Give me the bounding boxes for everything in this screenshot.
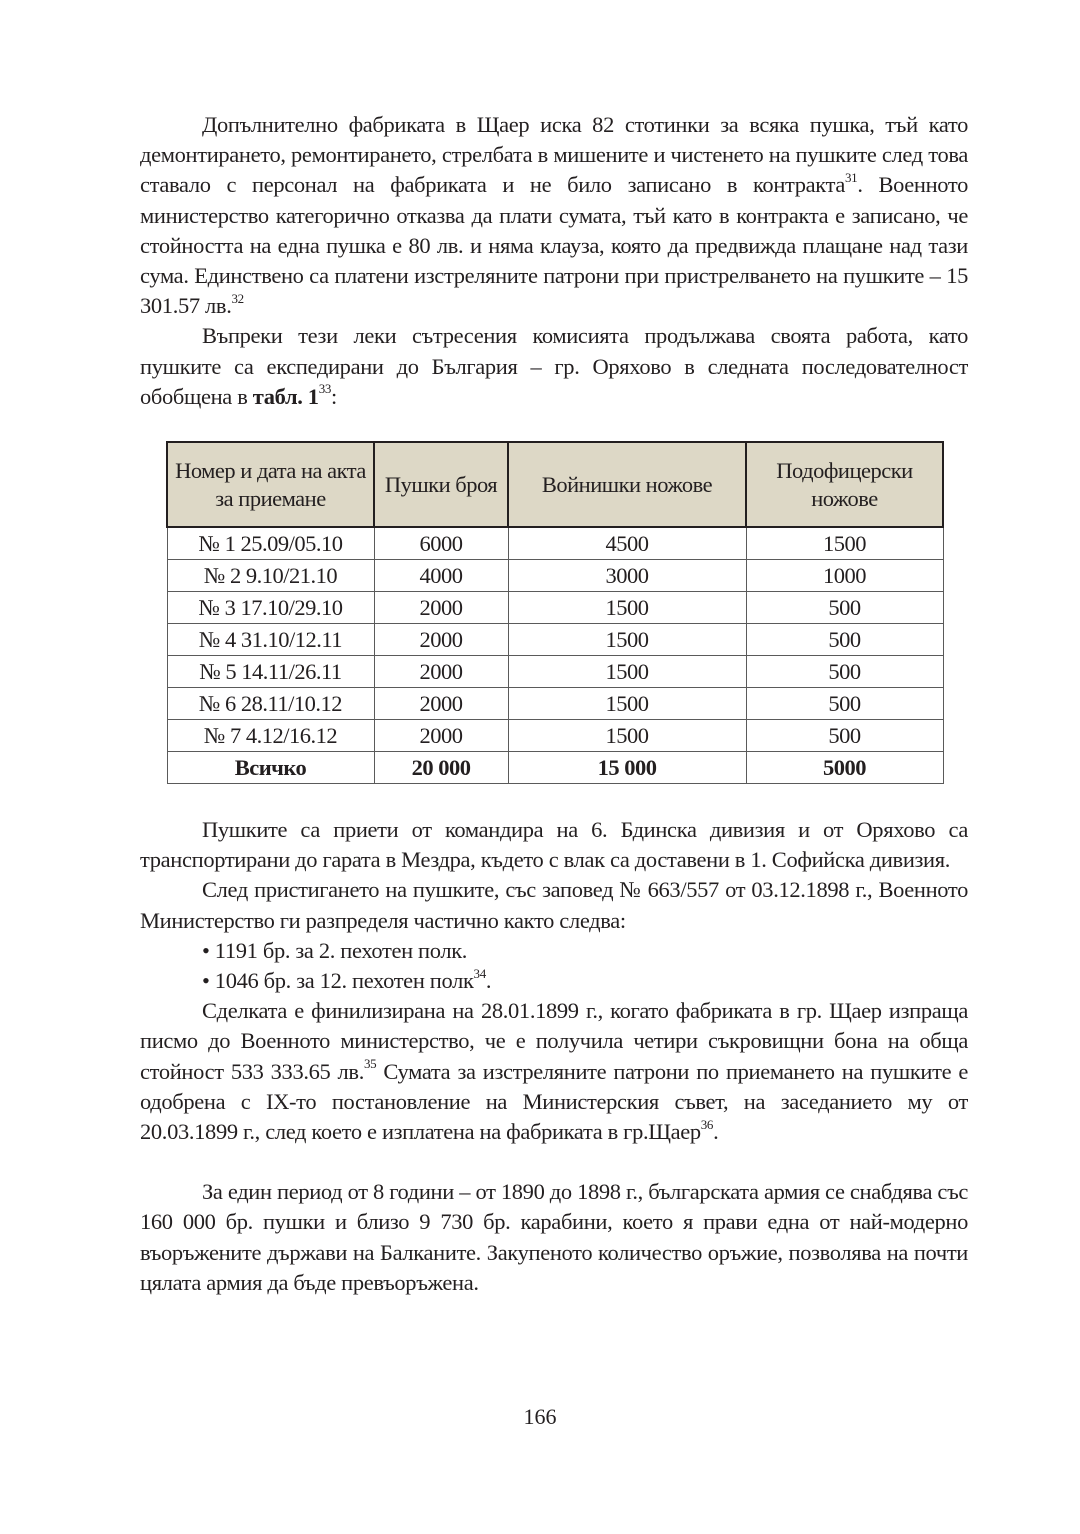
table-row: № 2 9.10/21.10 4000 3000 1000: [167, 560, 943, 592]
table-row: № 5 14.11/26.11 2000 1500 500: [167, 656, 943, 688]
table-reference: табл. 1: [252, 383, 319, 409]
page-body: [140, 110, 968, 412]
page-number: 166: [523, 1404, 557, 1429]
header-act-number-date: Номер и дата на акта за приемане: [167, 442, 374, 527]
table-total-row: Всичко 20 000 15 000 5000: [167, 752, 943, 784]
paragraph-deal-finalized: Сделката е финилизирана на 28.01.1899 г., когато фабриката в гр. Щаер изпраща писмо до Военното министерство, че е получила четири съкровищни бона на обща стойност 533 333.65 лв.$^{35}$ Сумата за изстреляните патрони по приемането на пушките е одобрена с IX-то постановление на Министерския съвет, на заседанието му от 20.03.1899 г., след което е изплатена на фабриката в гр.Щаер$^{36}$.: [140, 998, 968, 1145]
delivery-table: [166, 441, 942, 784]
paragraph-commission-work: Въпреки тези леки сътресения комисията продължава своята работа, като пушките са експедирани до България – гр. Оряхово в следната последователност обобщена в табл. $1^{33}$:: [140, 323, 968, 409]
footnote-ref: 35: [363, 1056, 377, 1072]
header-nco-knives: Подофицерски ножове: [746, 442, 943, 527]
table-header-row: [167, 442, 943, 527]
table-row: № 7 4.12/16.12 2000 1500 500: [167, 720, 943, 752]
list-item: • 1046 бр. за 12. пехотен полк$^{34}$.: [202, 965, 492, 994]
paragraph-factory-charges: Допълнително фабриката в Щаер иска 82 стотинки за всяка пушка, тъй като демонтирането, ремонтирането, стрелбата в мишените и чистенето на пушките след това ставало с персонал на фабриката и не било записано в контракта$^{31}$. Военното министерство категорично отказва да плати сумата, тъй като в контракта е записано, че стойността на една пушка е 80 лв. и няма клауза, която да предвижда плащане над тази сума. Единствено са платени изстреляните патрони при пристрелването на пушките – 15 301.57 лв.$^{32}$: [140, 112, 969, 319]
paragraph-acceptance: Пушките са приети от командира на 6. Бдинска дивизия и от Оряхово са транспортирани до гарата в Мездра, където с влак са доставени в 1. Софийска дивизия.: [140, 817, 968, 873]
paragraph-summary: За един период от 8 години – от 1890 до 1898 г., българската армия се снабдява със 160 000 бр. пушки и близо 9 730 бр. карабини, което я прави една от най-модерно въоръжените държави на Балканите. Закупеното количество оръжие, позволява на почти цялата армия да бъде превъоръжена.: [140, 1179, 968, 1295]
table-row: № 6 28.11/10.12 2000 1500 500: [167, 688, 943, 720]
list-item: • 1191 бр. за 2. пехотен полк.: [202, 937, 468, 963]
page-body-continued: [140, 815, 968, 1298]
table-row: № 3 17.10/29.10 2000 1500 500: [167, 592, 943, 624]
header-rifles-count: Пушки броя: [374, 442, 508, 527]
header-soldier-knives: Войнишки ножове: [508, 442, 746, 527]
paragraph-distribution: След пристигането на пушките, със заповед № 663/557 от 03.12.1898 г., Военното Министерство ги разпределя частично както следва:: [140, 877, 968, 933]
footnote-ref: 31: [845, 169, 858, 185]
footnote-ref: 34: [473, 965, 486, 981]
table-row: № 4 31.10/12.11 2000 1500 500: [167, 624, 943, 656]
footnote-ref: 33: [318, 381, 332, 397]
table-row: № 1 25.09/05.10 6000 4500 1500: [167, 527, 943, 560]
footnote-ref: 32: [231, 290, 244, 306]
footnote-ref: 36: [700, 1116, 714, 1132]
